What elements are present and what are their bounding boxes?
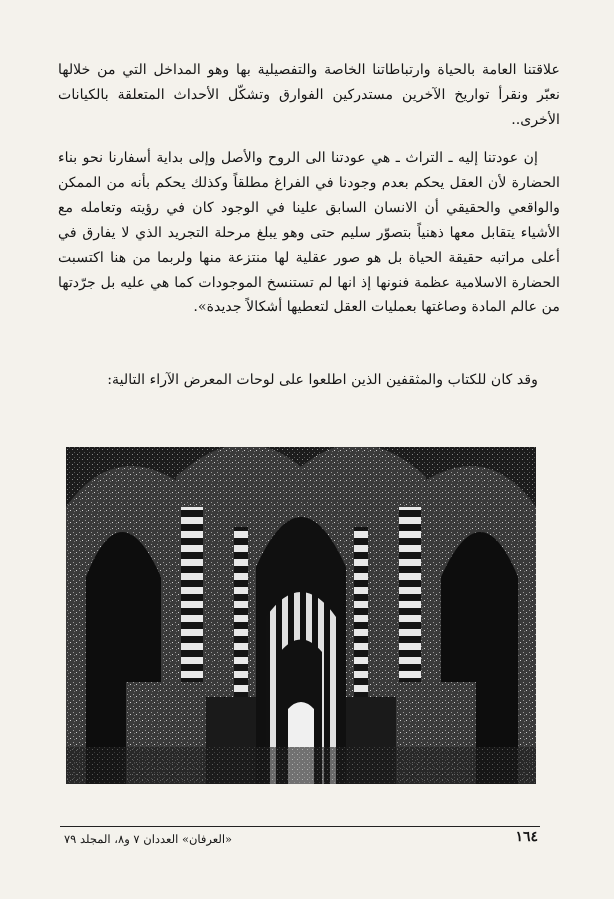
body-paragraph-3: وقد كان للكتاب والمثقفين الذين اطلعوا على لوحات المعرض الآراء التالية: — [107, 372, 538, 388]
arches-artwork-image — [66, 447, 536, 784]
footer-journal-title: «العرفان» العددان ٧ و٨، المجلد ٧٩ — [64, 832, 233, 846]
body-paragraph-2: إن عودتنا إليه ـ التراث ـ هي عودتنا الى الروح والأصل وإلى بداية أسفارنا نحو بناء الحضارة لأن العقل يحكم بعدم وجودنا في الفراغ مطلقاً وكذلك يحكم بأنه من الممكن والواقعي والحقيقي أن الانسان السابق علينا في الوجود كان في رؤيته وتعامله مع الأشياء يتقابل معها ذهنياً بتصوّر سليم حتى وهو يبلغ مرحلة التجريد الذي لا يفارق في أعلى مراتبه حقيقة الحياة بل هو صور عقلية لها منتزعة منها ولربما من هنا اكتسبت الحضارة الاسلامية عظمة فنونها إذ انها لم تستنسخ الموجودات كما هي عليه بل جرّدتها من عالم المادة وصاغتها بعمليات العقل لتعطيها أشكالاً جديدة». — [58, 150, 560, 316]
body-paragraph-1: علاقتنا العامة بالحياة وارتباطاتنا الخاصة والتفصيلية بها وهو المداخل التي من خلالها نعبّر ونقرأ تواريخ الآخرين مستدركين الفوارق وتشكّل الأحداث المتعلقة بالكيانات الأخرى.. — [58, 62, 560, 128]
footer-rule — [60, 826, 540, 827]
page-number: ١٦٤ — [515, 829, 538, 845]
